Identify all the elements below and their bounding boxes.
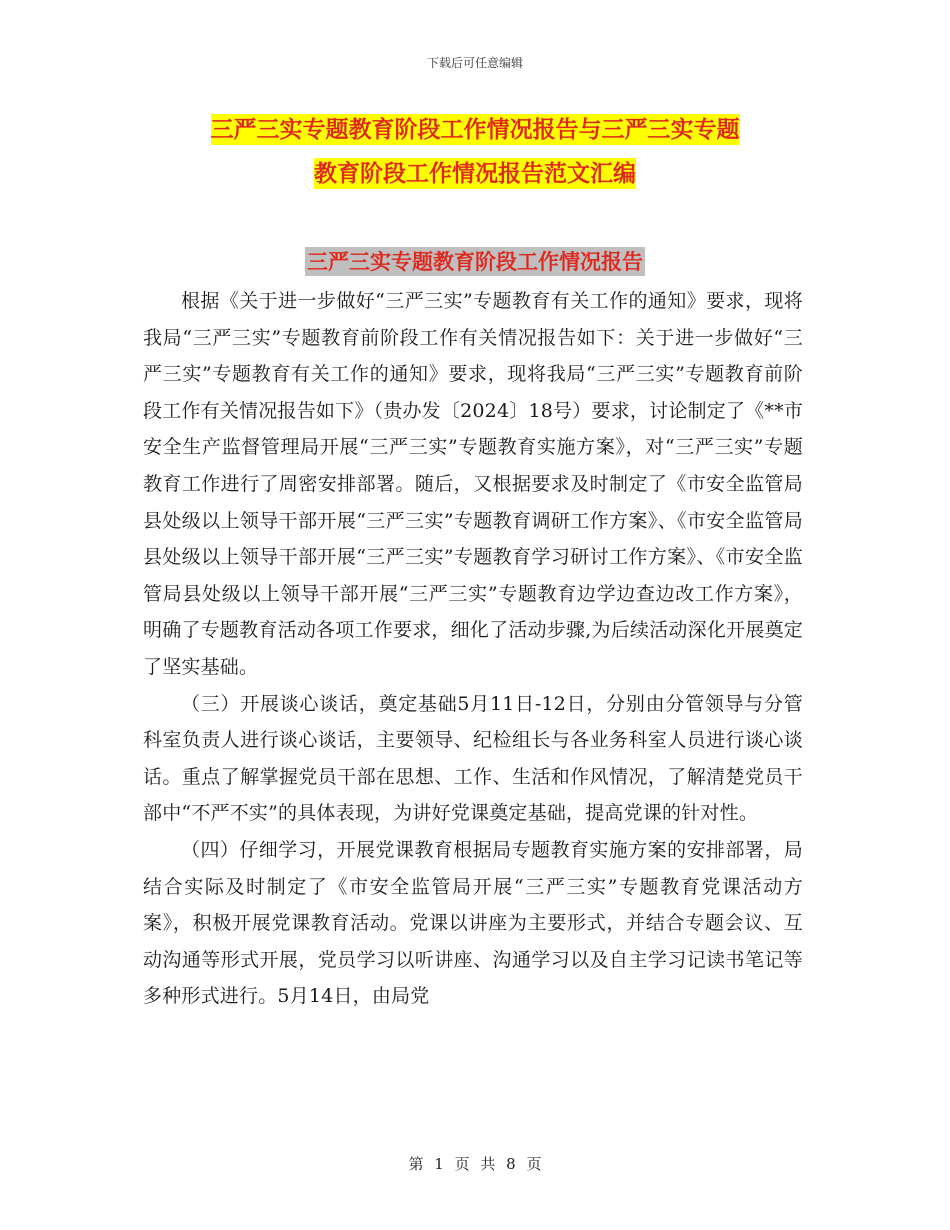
header-note: 下载后可任意编辑 (426, 56, 523, 70)
title-line-2: 教育阶段工作情况报告范文汇编 (314, 160, 636, 187)
document-title (140, 108, 810, 196)
title-line-1: 三严三实专题教育阶段工作情况报告与三严三实专题 (210, 116, 740, 143)
paragraph-2: （三）开展谈心谈话，奠定基础5月11日-12日，分别由分管领导与分管科室负责人进行谈心谈话，主要领导、纪检组长与各业务科室人员进行谈心谈话。重点了解掌握党员干部在思想、工作、生活和作风情况，了解清楚党员干部中“不严不实”的具体表现，为讲好党课奠定基础，提高党课的针对性。 (143, 692, 803, 825)
body-text (143, 283, 803, 1015)
page-footer: 第 1 页 共 8 页 (408, 1155, 542, 1173)
paragraph-3: （四）仔细学习，开展党课教育根据局专题教育实施方案的安排部署，局结合实际及时制定了《市安全监管局开展“三严三实”专题教育党课活动方案》，积极开展党课教育活动。党课以讲座为主要形式，并结合专题会议、互动沟通等形式开展，党员学习以听讲座、沟通学习以及自主学习记读书笔记等多种形式进行。5月14日，由局党 (143, 838, 803, 1008)
section-heading-text: 三严三实专题教育阶段工作情况报告 (307, 249, 643, 274)
paragraph-1: 根据《关于进一步做好“三严三实”专题教育有关工作的通知》要求，现将我局“三严三实”专题教育前阶段工作有关情况报告如下：关于进一步做好“三严三实”专题教育有关工作的通知》要求，现将我局“三严三实”专题教育前阶段工作有关情况报告如下》（贵办发〔2024〕18号）要求，讨论制定了《**市安全生产监督管理局开展“三严三实”专题教育实施方案》，对“三严三实”专题教育工作进行了周密安排部署。随后，又根据要求及时制定了《市安全监管局县处级以上领导干部开展“三严三实”专题教育调研工作方案》、《市安全监管局县处级以上领导干部开展“三严三实”专题教育学习研讨工作方案》、《市安全监管局县处级以上领导干部开展“三严三实”专题教育边学边查边改工作方案》，明确了专题教育活动各项工作要求，细化了活动步骤,为后续活动深化开展奠定了坚实基础。 (143, 290, 803, 678)
section-heading (0, 246, 950, 278)
